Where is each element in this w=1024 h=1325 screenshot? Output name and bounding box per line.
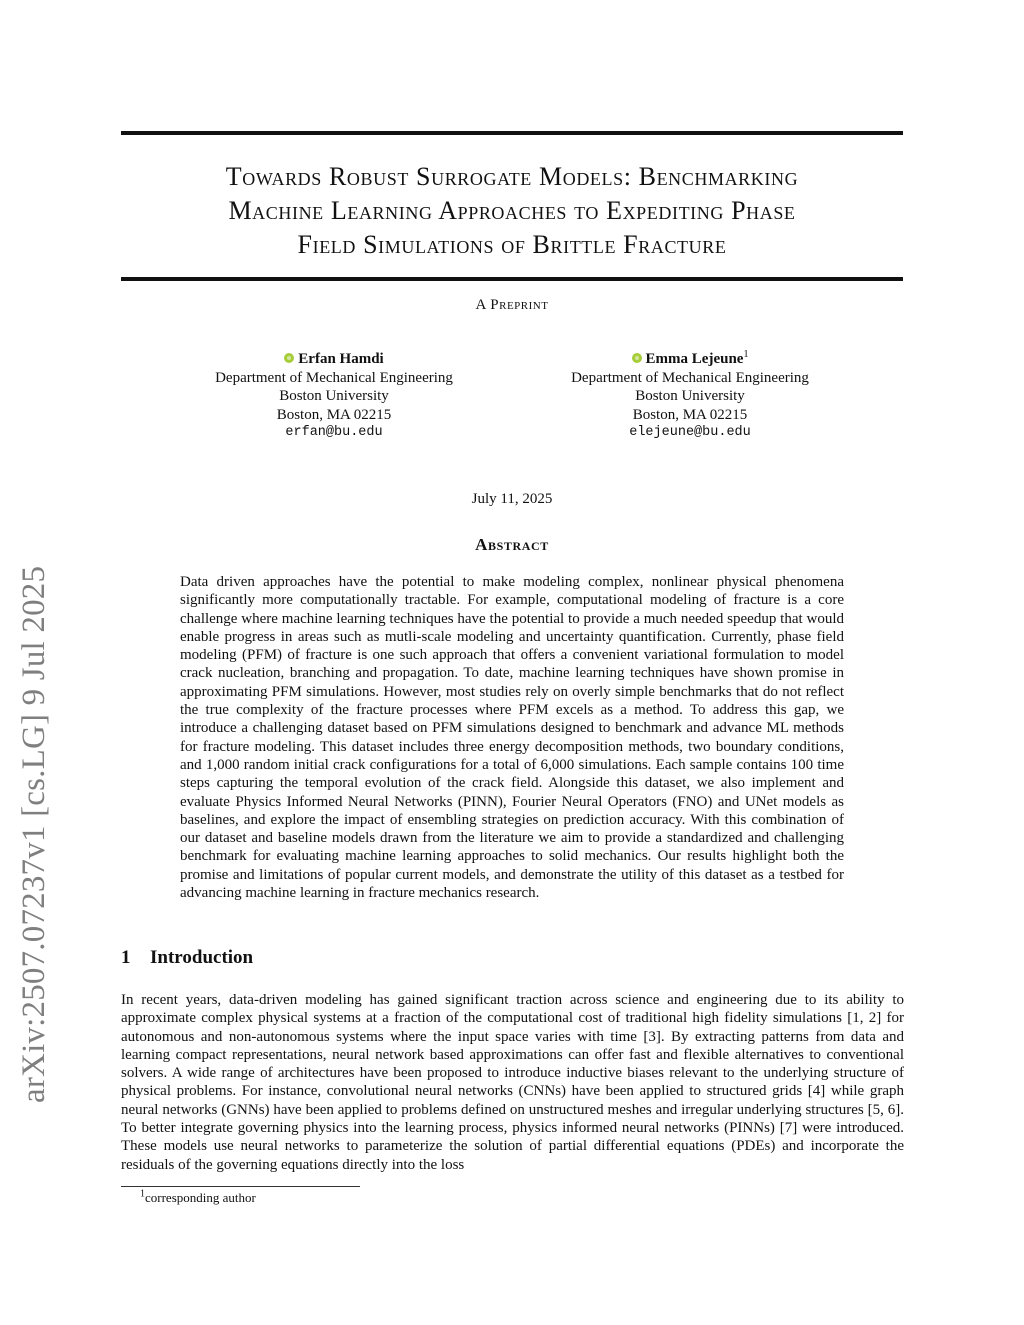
title-bottom-rule — [121, 277, 903, 281]
arxiv-stamp-text: arXiv:2507.07237v1 [cs.LG] 9 Jul 2025 — [16, 565, 52, 1103]
author-block-1 — [184, 350, 484, 443]
title-line-3: Field Simulations of Brittle Fracture — [297, 230, 727, 259]
author-name: Emma Lejeune — [645, 351, 744, 367]
author-university: Boston University — [279, 388, 389, 404]
paper-title — [121, 160, 903, 262]
author-name: Erfan Hamdi — [298, 351, 384, 367]
author-location: Boston, MA 02215 — [276, 406, 392, 423]
author-department: Department of Mechanical Engineering — [571, 369, 809, 386]
author-email[interactable]: elejeune@bu.edu — [629, 425, 751, 440]
author-department: Department of Mechanical Engineering — [215, 369, 453, 386]
introduction-body: In recent years, data-driven modeling has gained significant traction across science and engineering due to its ability to approximate complex physical systems at a fraction of the computational cost of traditional high fidelity simulations [1, 2] for autonomous and non-autonomous systems where the input space varies with time [3]. By extracting patterns from data and learning compact representations, neural network based approximations can offer fast and flexible alternatives to conventional solvers. A wide range of architectures have been proposed to introduce inductive biases relevant to the underlying structure of physical problems. For instance, convolutional neural networks (CNNs) have been applied to structured grids [4] while graph neural networks (GNNs) have been applied to problems defined on unstructured meshes and irregular underlying structures [5, 6]. To better integrate governing physics into the learning process, physics informed neural networks (PINNs) [7] were introduced. These models use neural networks to parameterize the solution of partial differential equations (PDEs) and incorporate the residuals of the governing equations directly into the loss — [121, 992, 904, 1173]
abstract-heading: Abstract — [475, 535, 549, 554]
section-heading-introduction — [121, 947, 253, 969]
orcid-icon[interactable] — [284, 353, 294, 363]
title-line-2: Machine Learning Approaches to Expediting Phase — [228, 196, 796, 225]
author-email[interactable]: erfan@bu.edu — [285, 425, 383, 440]
abstract-body: Data driven approaches have the potential to make modeling complex, nonlinear physical phenomena significantly more computationally tractable. For example, computational modeling of fracture is a core challenge where machine learning techniques have the potential to provide a much needed speedup that would enable progress in areas such as mutli-scale modeling and uncertainty quantification. Currently, phase field modeling (PFM) of fracture is one such approach that offers a convenient variational formulation to model crack nucleation, branching and propagation. To date, machine learning techniques have shown promise in approximating PFM simulations. However, most studies rely on overly simple benchmarks that do not reflect the true complexity of the fracture processes where PFM excels as a method. To address this gap, we introduce a challenging dataset based on PFM simulations designed to benchmark and advance ML methods for fracture modeling. This dataset includes three energy decomposition methods, two boundary conditions, and 1,000 random initial crack configurations for a total of 6,000 simulations. Each sample contains 100 time steps capturing the temporal evolution of the crack field. Alongside this dataset, we also implement and evaluate Physics Informed Neural Networks (PINN), Fourier Neural Operators (FNO) and UNet models as baselines, and explore the impact of ensembling strategies on prediction accuracy. With this combination of our dataset and baseline models drawn from the literature we aim to provide a standardized and challenging benchmark for evaluating machine learning approaches to solid mechanics. Our results highlight both the promise and limitations of popular current models, and demonstrate the utility of this dataset as a testbed for advancing machine learning in fracture mechanics research. — [180, 574, 844, 902]
author-location: Boston, MA 02215 — [632, 406, 748, 423]
section-title: Introduction — [150, 947, 254, 968]
title-top-rule — [121, 131, 903, 135]
footnote — [140, 1190, 256, 1206]
footnote-divider — [121, 1186, 360, 1187]
preprint-label: A Preprint — [475, 297, 549, 313]
footnote-text: corresponding author — [145, 1190, 256, 1205]
author-block-2 — [540, 350, 840, 443]
footnote-mark: 1 — [140, 1188, 145, 1200]
orcid-icon[interactable] — [632, 353, 642, 363]
publication-date: July 11, 2025 — [471, 491, 553, 507]
author-university: Boston University — [635, 388, 745, 404]
footnote-marker[interactable]: 1 — [743, 349, 749, 360]
section-number: 1 — [121, 947, 131, 968]
title-line-1: Towards Robust Surrogate Models: Benchmarking — [225, 162, 799, 191]
